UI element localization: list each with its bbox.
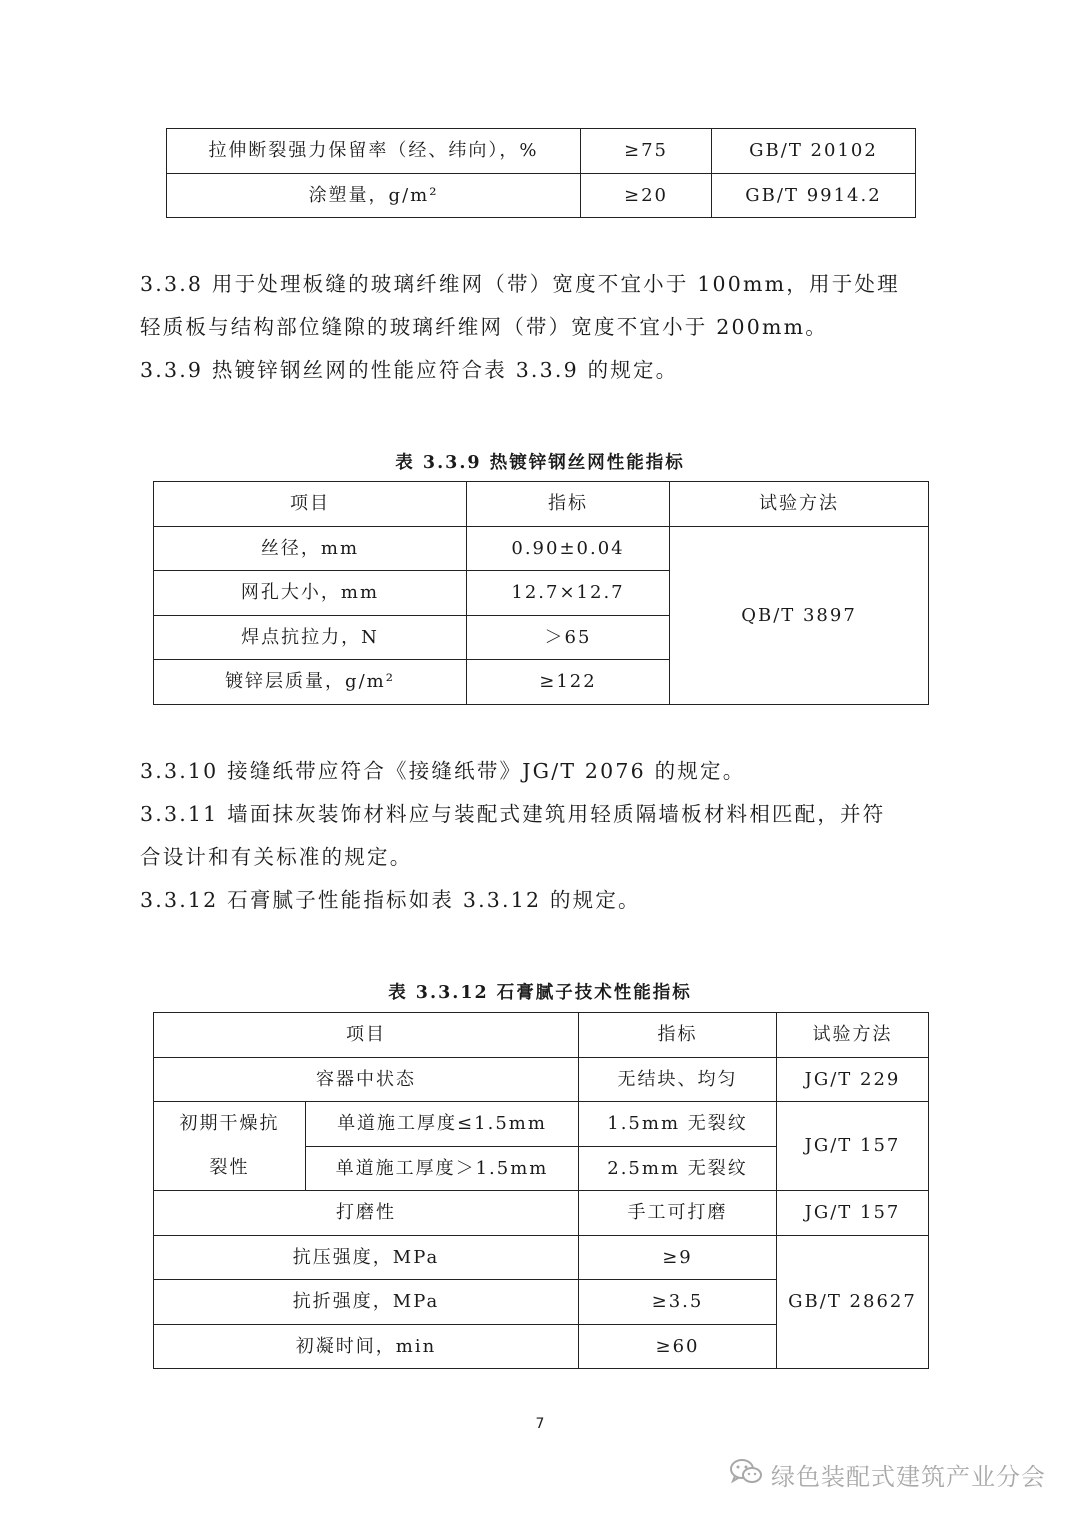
- table-cell: 丝径，mm: [154, 527, 467, 571]
- table-cell: JG/T 157: [777, 1191, 929, 1236]
- table-cell: 初凝时间，min: [154, 1325, 579, 1369]
- table-cell: 镀锌层质量，g/m²: [154, 660, 467, 705]
- table-cell: 网孔大小，mm: [154, 571, 467, 616]
- table-cell: 单道施工厚度＞1.5mm: [306, 1147, 579, 1191]
- table-cell: ≥75: [581, 129, 712, 174]
- table-cell: 抗压强度，MPa: [154, 1236, 579, 1280]
- column-header: 指标: [579, 1013, 777, 1058]
- table-row: [167, 174, 916, 218]
- table-cell: 0.90±0.04: [467, 527, 670, 571]
- table-caption: 表 3.3.12 石膏腻子技术性能指标: [388, 983, 692, 1003]
- paragraph-3-3-10: [140, 750, 940, 922]
- wechat-icon: [729, 1458, 763, 1492]
- table-cell-method: QB/T 3897: [670, 527, 929, 705]
- table-header-row: [154, 1013, 929, 1058]
- table-top: [166, 128, 916, 218]
- text-line: 3.3.8 用于处理板缝的玻璃纤维网（带）宽度不宜小于 100mm，用于处理: [140, 272, 900, 296]
- table-cell: GB/T 20102: [712, 129, 916, 174]
- table-cell: ≥3.5: [579, 1280, 777, 1325]
- page-number: 7: [535, 1416, 545, 1432]
- table-row: [167, 129, 916, 174]
- table-header-row: [154, 482, 929, 527]
- table-cell: 2.5mm 无裂纹: [579, 1147, 777, 1191]
- table-cell: GB/T 9914.2: [712, 174, 916, 218]
- table-caption: 表 3.3.9 热镀锌钢丝网性能指标: [395, 453, 685, 473]
- group-label-line2: 裂性: [209, 1157, 250, 1178]
- watermark-text: 绿色装配式建筑产业分会: [771, 1463, 1046, 1491]
- table-cell: 容器中状态: [154, 1058, 579, 1102]
- table-cell: ≥9: [579, 1236, 777, 1280]
- table-3-3-9: [153, 481, 929, 705]
- table-cell: 单道施工厚度≤1.5mm: [306, 1102, 579, 1147]
- table-cell-method: GB/T 28627: [777, 1236, 929, 1369]
- table-cell: 12.7×12.7: [467, 571, 670, 616]
- table-cell: 无结块、均匀: [579, 1058, 777, 1102]
- table-cell: 涂塑量，g/m²: [167, 174, 581, 218]
- table-cell-group: [154, 1102, 306, 1191]
- text-line: 3.3.12 石膏腻子性能指标如表 3.3.12 的规定。: [140, 888, 641, 912]
- column-header: 试验方法: [777, 1013, 929, 1058]
- table-cell: ≥20: [581, 174, 712, 218]
- table-cell: ≥60: [579, 1325, 777, 1369]
- column-header: 试验方法: [670, 482, 929, 527]
- column-header: 项目: [154, 1013, 579, 1058]
- table-cell-method: JG/T 157: [777, 1102, 929, 1191]
- table-row: [154, 1191, 929, 1236]
- paragraph-3-3-8: [140, 263, 940, 392]
- table-cell: 1.5mm 无裂纹: [579, 1102, 777, 1147]
- column-header: 项目: [154, 482, 467, 527]
- table-cell: 打磨性: [154, 1191, 579, 1236]
- watermark: [729, 1457, 1046, 1492]
- text-line: 合设计和有关标准的规定。: [140, 845, 413, 869]
- table-cell: 手工可打磨: [579, 1191, 777, 1236]
- table-cell: 焊点抗拉力，N: [154, 616, 467, 660]
- text-line: 轻质板与结构部位缝隙的玻璃纤维网（带）宽度不宜小于 200mm。: [140, 315, 828, 339]
- group-label-line1: 初期干燥抗: [179, 1113, 280, 1134]
- text-line: 3.3.10 接缝纸带应符合《接缝纸带》JG/T 2076 的规定。: [140, 759, 746, 783]
- table-cell: ≥122: [467, 660, 670, 705]
- column-header: 指标: [467, 482, 670, 527]
- text-line: 3.3.11 墙面抹灰装饰材料应与装配式建筑用轻质隔墙板材料相匹配，并符: [140, 802, 886, 826]
- table-row: [154, 1236, 929, 1280]
- table-row: [154, 527, 929, 571]
- table-cell: JG/T 229: [777, 1058, 929, 1102]
- table-cell: 拉伸断裂强力保留率（经、纬向），%: [167, 129, 581, 174]
- table-row: [154, 1058, 929, 1102]
- table-cell: ＞65: [467, 616, 670, 660]
- table-cell: 抗折强度，MPa: [154, 1280, 579, 1325]
- table-3-3-12: [153, 1012, 929, 1369]
- text-line: 3.3.9 热镀锌钢丝网的性能应符合表 3.3.9 的规定。: [140, 358, 679, 382]
- table-row: [154, 1102, 929, 1147]
